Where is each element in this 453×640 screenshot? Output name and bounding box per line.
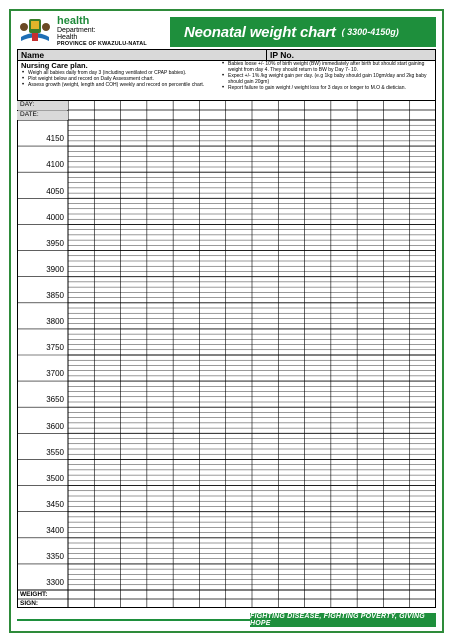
brand-health-sub: Health — [57, 34, 78, 41]
brand-province: PROVINCE OF KWAZULU-NATAL — [57, 41, 147, 47]
footer-rule — [17, 619, 250, 621]
weight-label: 3850 — [46, 291, 64, 301]
plan-item: • Expect +/- 1% /kg weight gain per day. (e.g 1kg baby should gain 10gm/day and 2kg baby should gain 20gm) — [221, 73, 435, 85]
title-range: ( 3300-4150g) — [341, 27, 399, 37]
weight-label: 3350 — [46, 552, 64, 562]
weight-label: 3800 — [46, 317, 64, 327]
weight-label: 3700 — [46, 369, 64, 379]
weight-label: 4000 — [46, 212, 64, 222]
date-label: DATE: — [17, 111, 68, 120]
weight-label: 3500 — [46, 473, 64, 483]
footer-slogan: FIGHTING DISEASE, FIGHTING POVERTY, GIVING HOPE — [250, 613, 436, 627]
plan-item: • Plot weight below and record on Daily Assessment chart. — [21, 76, 221, 82]
weight-label: 4100 — [46, 160, 64, 170]
weight-label: 4050 — [46, 186, 64, 196]
day-label: DAY: — [17, 101, 68, 110]
weight-label: 3400 — [46, 526, 64, 536]
weight-label: 3450 — [46, 499, 64, 509]
plan-title: Nursing Care plan. — [21, 61, 88, 70]
weight-label: 3650 — [46, 395, 64, 405]
sign-row-label: SIGN: — [20, 600, 39, 607]
weight-label: 4150 — [46, 134, 64, 144]
weight-label: 3550 — [46, 447, 64, 457]
plan-item: • Babies loose +/- 10% of birth weight (BW) immediately after birth but should start gaining weight from day 4. They should return to BW by Day 7- 10. — [221, 61, 435, 73]
plan-item: • Report failure to gain weight / weight loss for 3 days or longer to M.O & dietician. — [221, 85, 435, 91]
weight-label: 3300 — [46, 578, 64, 588]
brand-department: Department: — [57, 27, 96, 34]
weight-label: 3600 — [46, 421, 64, 431]
plan-item: • Assess growth (weight, length and COH) weekly and record on percentile chart. — [21, 82, 221, 88]
weight-label: 3950 — [46, 238, 64, 248]
plan-item: • Weigh all babies daily from day 3 (including ventilated or CPAP babies). — [21, 70, 221, 76]
weight-label: 3750 — [46, 343, 64, 353]
weight-row-label: WEIGHT: — [20, 591, 48, 598]
brand-health: health — [57, 15, 90, 27]
name-field[interactable]: Name — [18, 50, 267, 60]
weight-label: 3900 — [46, 264, 64, 274]
ip-number-field[interactable]: IP No. — [270, 50, 294, 60]
page-title: Neonatal weight chart — [184, 23, 336, 41]
